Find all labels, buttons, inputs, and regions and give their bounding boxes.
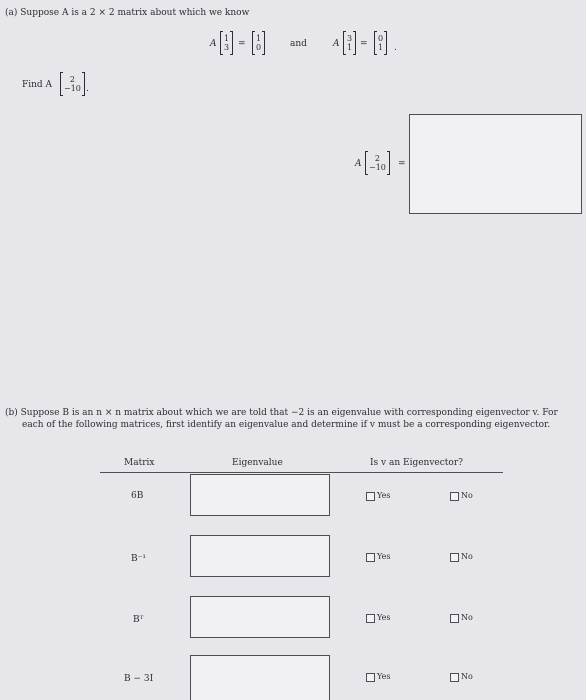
eigenvalue-input[interactable]: [190, 474, 330, 516]
eq1-vector: [220, 32, 233, 54]
part-b-intro-line2: each of the following matrices, first identify an eigenvalue and determine if v must be a corresponding eigenvector.: [22, 420, 551, 430]
find-vector: [60, 73, 85, 95]
no-label: No: [461, 552, 473, 561]
eq2-result-bottom: 1: [378, 43, 384, 52]
row-matrix-label: B − 3I: [124, 674, 154, 684]
yes-label: Yes: [377, 672, 391, 681]
eq2-vector-top: 3: [347, 34, 353, 43]
find-period: .: [86, 84, 89, 94]
table-header-divider: [100, 472, 503, 473]
eq1-matrix-letter: A: [210, 39, 217, 49]
row-matrix-label: Bᵀ: [133, 615, 144, 625]
yes-checkbox[interactable]: [366, 614, 375, 623]
find-vector-top: 2: [69, 75, 75, 84]
eigenvalue-input[interactable]: [190, 596, 330, 638]
find-vector-bottom: −10: [64, 84, 81, 93]
and-label: and: [290, 39, 307, 49]
eigenvalue-input[interactable]: [190, 655, 330, 700]
eq2-result: [374, 32, 387, 54]
eq2-vector-bottom: 1: [347, 43, 353, 52]
answer-equals: =: [398, 159, 406, 169]
no-checkbox[interactable]: [450, 553, 459, 562]
header-matrix: Matrix: [124, 458, 155, 468]
no-label: No: [461, 613, 473, 622]
eq2-matrix-letter: A: [333, 39, 340, 49]
answer-matrix-letter: A: [355, 159, 362, 169]
row-matrix-label: B⁻¹: [131, 554, 146, 564]
eq1-result-top: 1: [256, 34, 262, 43]
eq2-period: .: [394, 43, 397, 53]
eq1-result-bottom: 0: [256, 43, 262, 52]
answer-vector-bottom: −10: [369, 163, 386, 172]
eigenvalue-input[interactable]: [190, 535, 330, 577]
eq2-result-top: 0: [378, 34, 384, 43]
yes-checkbox[interactable]: [366, 553, 375, 562]
header-eigenvalue: Eigenvalue: [232, 458, 283, 468]
answer-vector: [365, 152, 390, 174]
eq1-vector-bottom: 3: [224, 43, 230, 52]
eq1-result: [252, 32, 265, 54]
yes-label: Yes: [377, 491, 391, 500]
find-label: Find A: [22, 80, 53, 90]
no-checkbox[interactable]: [450, 614, 459, 623]
yes-checkbox[interactable]: [366, 492, 375, 501]
no-checkbox[interactable]: [450, 673, 459, 682]
eq1-vector-top: 1: [224, 34, 230, 43]
eq1-equals: =: [238, 39, 246, 49]
row-matrix-label: 6B: [131, 491, 144, 501]
eq2-equals: =: [360, 39, 368, 49]
yes-label: Yes: [377, 552, 391, 561]
header-is-eigenvector: Is v an Eigenvector?: [370, 458, 463, 468]
no-label: No: [461, 672, 473, 681]
eq2-vector: [343, 32, 356, 54]
part-a-intro: (a) Suppose A is a 2 × 2 matrix about which we know: [5, 8, 250, 18]
answer-input-box[interactable]: [409, 114, 582, 214]
no-label: No: [461, 491, 473, 500]
no-checkbox[interactable]: [450, 492, 459, 501]
answer-vector-top: 2: [374, 154, 380, 163]
yes-checkbox[interactable]: [366, 673, 375, 682]
yes-label: Yes: [377, 613, 391, 622]
part-b-intro-line1: (b) Suppose B is an n × n matrix about which we are told that −2 is an eigenvalue with corresponding eigenvector v. For: [5, 408, 558, 418]
